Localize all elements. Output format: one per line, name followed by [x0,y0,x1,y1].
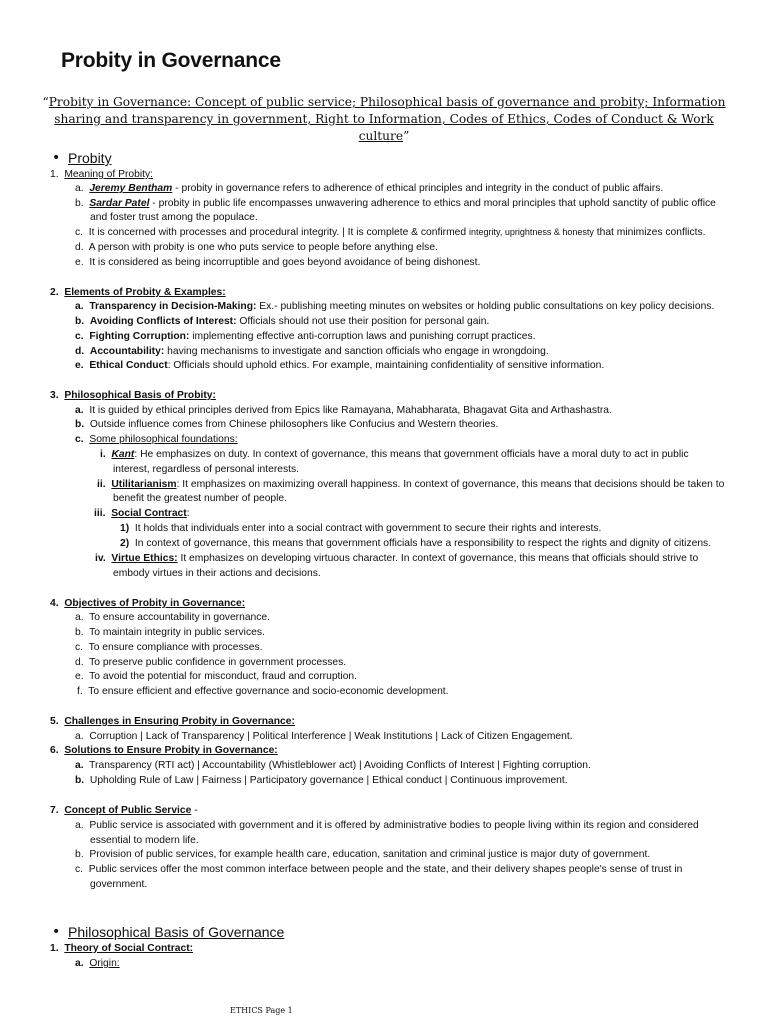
element-item: e. Ethical Conduct: Officials should uphold ethics. For example, maintaining confidentiality of sensitive information. [75,360,605,371]
public-service-item-cont: government. [90,879,148,890]
list-item-incorruptible: e. It is considered as being incorruptible and goes beyond avoidance of being dishonest. [75,257,481,268]
element-item: a. Transparency in Decision-Making: Ex.- publishing meeting minutes on websites or holding public consultations on key policy decisions. [75,301,715,312]
quote-text: Probity in Governance: Concept of public service; Philosophical basis of governance and probity; Information sharing and transparency in government, Right to Information, Codes of Ethics, Codes of Conduct & Work culture [48,95,726,143]
list-item-patel: b. Sardar Patel - probity in public life encompasses unwavering adherence to ethics and moral principles that uphold sanctity of public office [75,198,716,209]
list-item-public-service: 7. Concept of Public Service - [50,805,198,816]
section-heading-governance: Philosophical Basis of Governance [68,924,285,940]
bullet-icon: • [52,150,61,166]
list-item-solutions: 6. Solutions to Ensure Probity in Governance: [50,745,278,756]
foundation-utilitarianism: ii. Utilitarianism: It emphasizes on maximizing overall happiness. In context of governance, this means that decisions should be taken to [97,479,725,490]
list-item-bentham: a. Jeremy Bentham - probity in governance refers to adherence of ethical principles and integrity in the conduct of public affairs. [75,183,664,194]
list-item-meaning: 1. Meaning of Probity: [50,169,154,180]
list-item-patel-cont: and foster trust among the populace. [90,212,258,223]
bullet-icon: • [52,924,61,940]
list-item-procedural: c. It is concerned with processes and procedural integrity. | It is complete & confirmed integrity, uprightness & honesty that minimizes conflicts. [75,227,706,238]
list-item-social-contract-theory: 1. Theory of Social Contract: [50,943,194,954]
public-service-item: a. Public service is associated with government and it is offered by administrative bodies to people living within its region and considered [75,820,699,831]
objective-item: a. To ensure accountability in governance. [75,612,271,623]
challenges-item: a. Corruption | Lack of Transparency | Political Interference | Weak Institutions | Lack of Citizen Engagement. [75,731,573,742]
element-item: c. Fighting Corruption: implementing effective anti-corruption laws and punishing corrupt practices. [75,331,536,342]
list-item-origin: a. Origin: [75,958,120,969]
public-service-item: c. Public services offer the most common interface between people and the state, and their delivery shapes people's sense of trust in [75,864,683,875]
foundation-utilitarianism-cont: benefit the greatest number of people. [113,493,288,504]
syllabus-quote [28,94,740,145]
list-item-service: d. A person with probity is one who puts service to people before anything else. [75,242,438,253]
solutions-item: b. Upholding Rule of Law | Fairness | Participatory governance | Ethical conduct | Continuous improvement. [75,775,568,786]
list-item-philosophical: 3. Philosophical Basis of Probity: [50,390,216,401]
list-item-epics: a. It is guided by ethical principles derived from Epics like Ramayana, Mahabharata, Bhagavat Gita and Arthashastra. [75,405,612,416]
quote-close: ” [403,129,410,143]
objective-item: d. To preserve public confidence in government processes. [75,657,347,668]
solutions-item: a. Transparency (RTI act) | Accountability (Whistleblower act) | Avoiding Conflicts of Interest | Fighting corruption. [75,760,591,771]
list-item-elements: 2. Elements of Probity & Examples: [50,287,226,298]
foundation-virtue-ethics-cont: embody virtues in their actions and decisions. [113,568,321,579]
list-item-foundations: c. Some philosophical foundations: [75,434,238,445]
list-item-outside: b. Outside influence comes from Chinese philosophers like Confucius and Western theories. [75,419,499,430]
page-footer: ETHICS Page 1 [230,1006,293,1015]
page-title: Probity in Governance [61,49,281,72]
quote-open: “ [42,95,49,109]
objective-item: c. To ensure compliance with processes. [75,642,263,653]
public-service-item: b. Provision of public services, for example health care, education, sanitation and criminal justice is major duty of government. [75,849,651,860]
objective-item: e. To avoid the potential for misconduct, fraud and corruption. [75,671,358,682]
foundation-kant: i. Kant: He emphasizes on duty. In context of governance, this means that government officials have a moral duty to act in public [100,449,689,460]
list-item-objectives: 4. Objectives of Probity in Governance: [50,598,246,609]
foundation-kant-cont: interest, regardless of personal interests. [113,464,300,475]
element-item: d. Accountability: having mechanisms to investigate and sanction officials who engage in wrongdoing. [75,346,549,357]
social-contract-point: 1) It holds that individuals enter into a social contract with government to secure their rights and interests. [120,523,602,534]
element-item: b. Avoiding Conflicts of Interest: Officials should not use their position for personal gain. [75,316,490,327]
foundation-social-contract: iii. Social Contract: [94,508,190,519]
public-service-item-cont: essential to modern life. [90,835,199,846]
social-contract-point: 2) In context of governance, this means that government officials have a responsibility to respect the rights and dignity of citizens. [120,538,712,549]
list-item-challenges: 5. Challenges in Ensuring Probity in Governance: [50,716,295,727]
objective-item: b. To maintain integrity in public services. [75,627,265,638]
foundation-virtue-ethics: iv. Virtue Ethics: It emphasizes on developing virtuous character. In context of governance, this means that officials should strive to [95,553,699,564]
section-heading-probity: Probity [68,150,112,166]
objective-item: f. To ensure efficient and effective governance and socio-economic development. [77,686,449,697]
